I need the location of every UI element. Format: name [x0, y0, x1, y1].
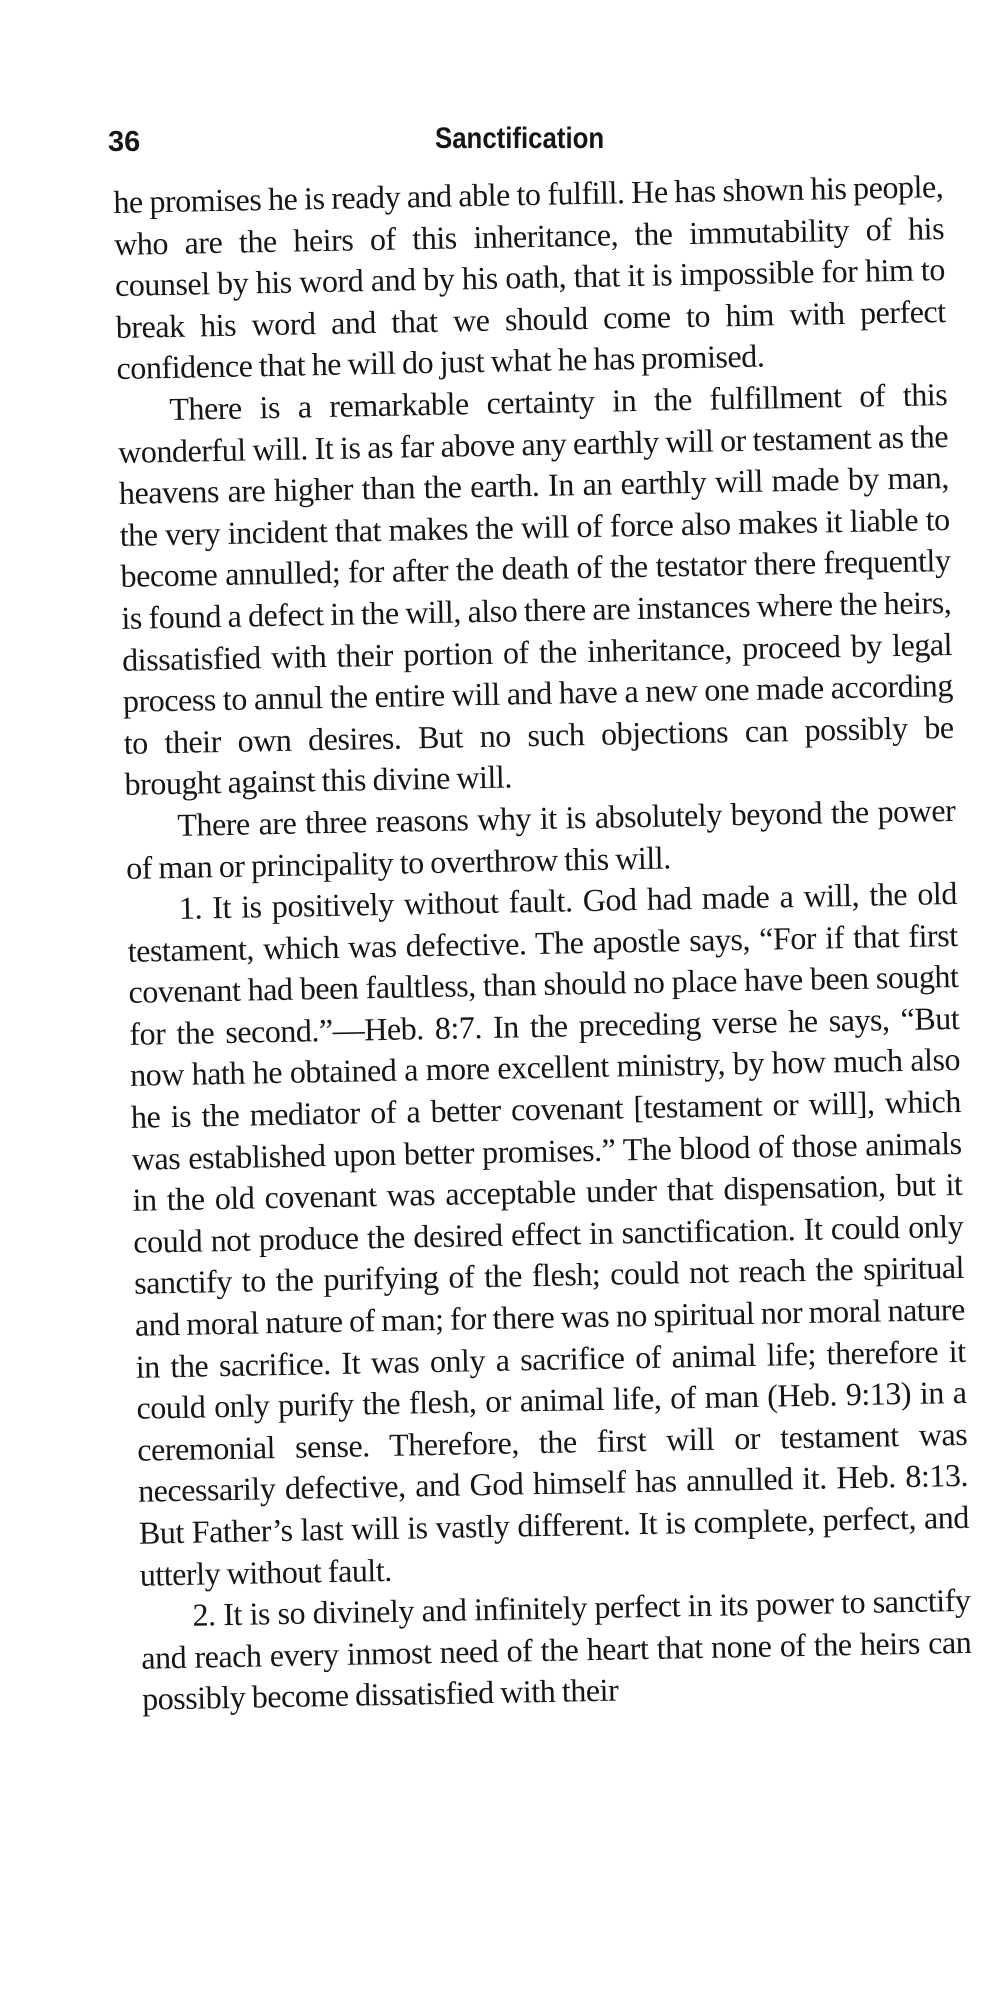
paragraph-certainty: There is a remarkable certainty in the fulfillment of this wonderful will. It is as far above any earthly will or testament as the heavens are higher than the earth. In an earthly will made by man, the very incident that makes the will of force also makes it liable to become annulled; for after the death of the testator there frequently is found a defect in the will, also there are instances where the heirs, dissatisfied with their portion of the inheritance, proceed by legal process to annul the entire will and have a new one made according to their own desires. But no such objections can possibly be brought against this divine will. [117, 375, 954, 803]
paragraph-three-reasons: There are three reasons why it is absolutely beyond the power of man or principality to overthrow this will. [125, 791, 956, 886]
paragraph-reason-one: 1. It is positively without fault. God had made a will, the old testament, which was defective. The apostle says, “For if that first covenant had been faultless, than should no place have been sought for the second.”—Heb. 8:7. In the preceding verse he says, “But now hath he obtained a more excellent ministry, by how much also he is the mediator of a better covenant [testament or will], which was established upon better promises.” The blood of those animals in the old covenant was acceptable under that dispensation, but it could not produce the desired effect in sanctification. It could only sanctify to the purifying of the flesh; could not reach the spiritual and moral nature of man; for there was no spiritual nor moral nature in the sacrifice. It was only a sacrifice of animal life; therefore it could only purify the flesh, or animal life, of man (Heb. 9:13) in a ceremonial sense. Therefore, the first will or testament was necessarily defective, and God himself has annulled it. Heb. 8:13. But Father’s last will is vastly different. It is complete, perfect, and utterly without fault. [127, 875, 970, 1593]
body-text [113, 166, 972, 1721]
paragraph-reason-two: 2. It is so divinely and infinitely perfect in its power to sanctify and reach every inmost need of the heart that none of the heirs can possibly become dissatisfied with their [140, 1581, 972, 1718]
page-header [108, 118, 958, 166]
page-number: 36 [108, 126, 141, 158]
paragraph-continuation: he promises he is ready and able to fulfill. He has shown his people, who are the heirs of this inheritance, the immutability of his counsel by his word and by his oath, that it is impossible for him to break his word and that we should come to him with perfect confidence that he will do just what he has promised. [113, 168, 946, 387]
running-title: Sanctification [435, 122, 605, 155]
